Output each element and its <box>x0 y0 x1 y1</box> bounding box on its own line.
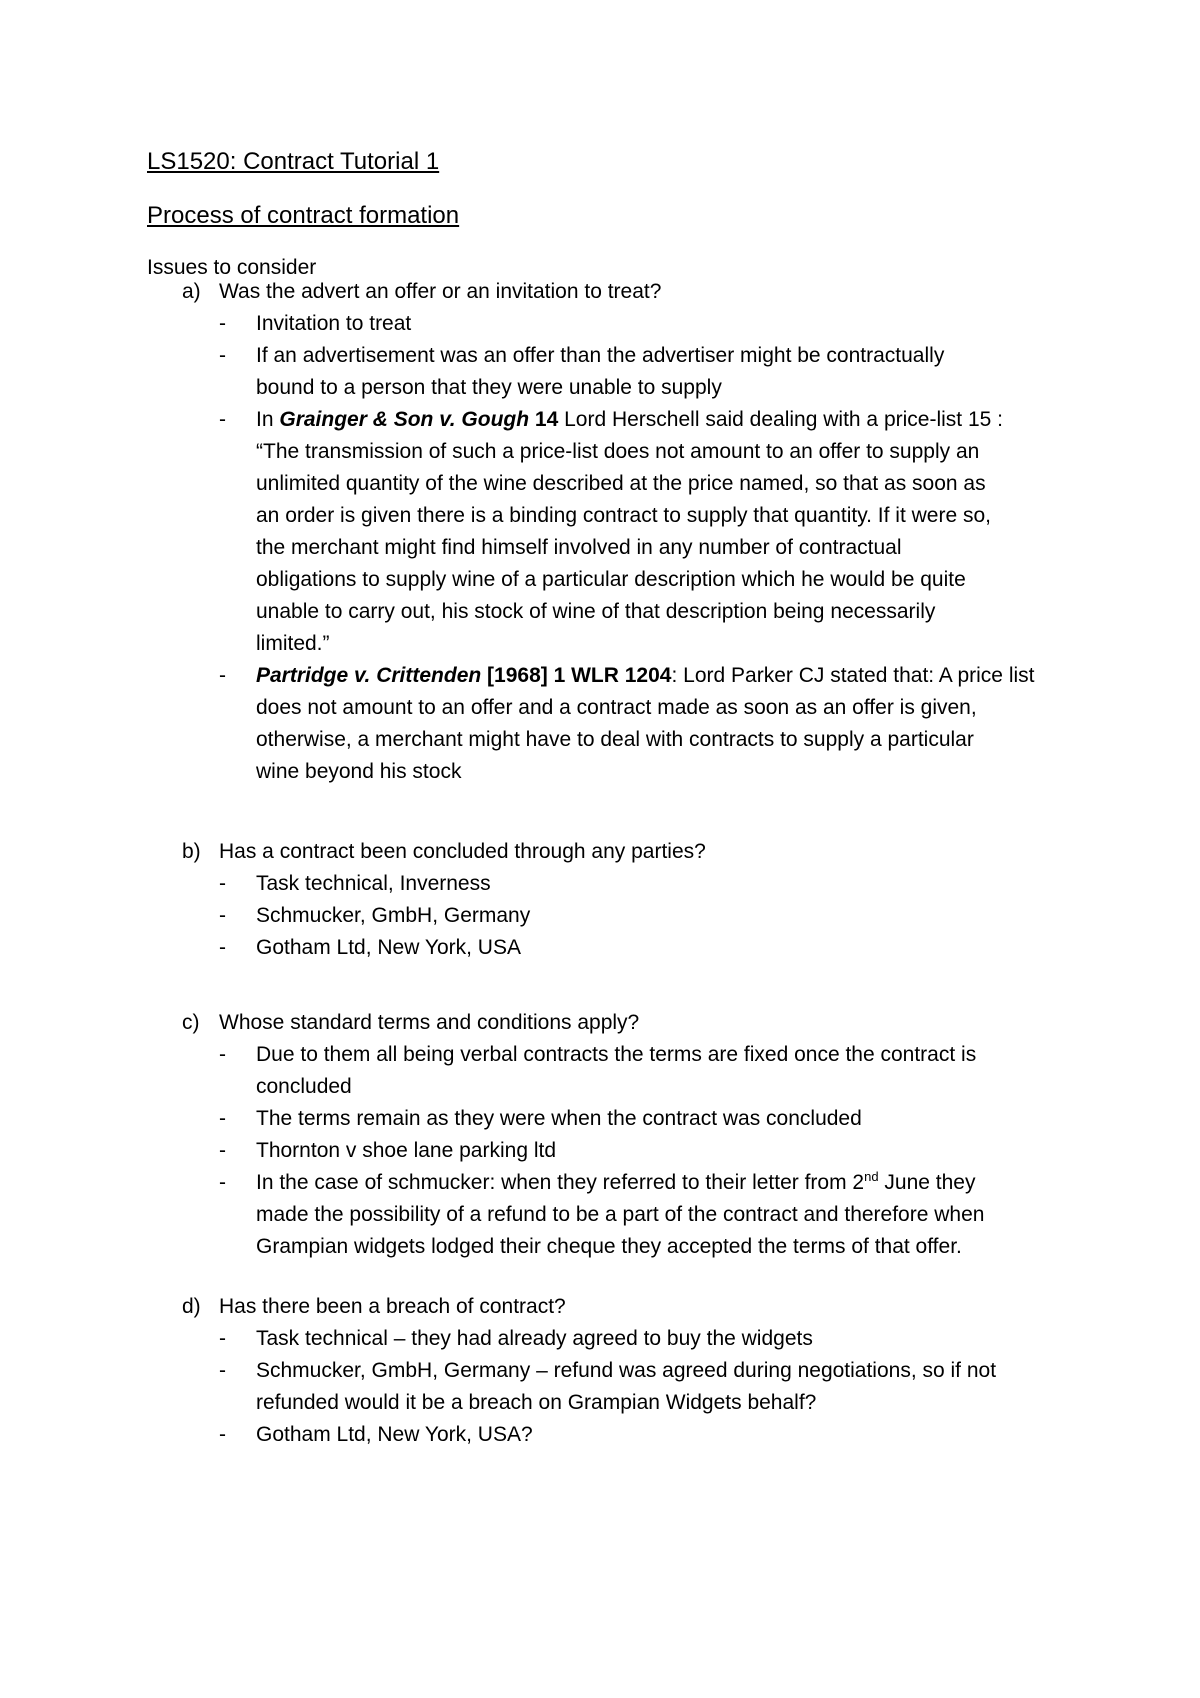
question-letter: c) <box>182 1011 200 1034</box>
bullet-dash: - <box>219 1171 226 1194</box>
bullet-dash: - <box>219 1359 226 1382</box>
list-item <box>0 932 1200 964</box>
page-title: LS1520: Contract Tutorial 1 <box>147 148 440 175</box>
case-name-partridge: Partridge v. Crittenden <box>256 664 482 687</box>
list-item <box>0 1419 1200 1451</box>
list-item <box>0 1323 1200 1355</box>
bullet-text-grainger <box>256 404 1086 660</box>
case-summary: : Lord Parker CJ stated that: A price list does not amount to an offer and a contract made as soon as an offer is given, otherwise, a merchant might have to deal with contracts to supply a particular wine beyond his stock <box>256 664 1035 783</box>
quotation-text: Lord Herschell said dealing with a price-list 15 : “The transmission of such a price-list does not amount to an offer to supply an unlimited quantity of the wine described at the price named, so that as soon as an order is given there is a binding contract to supply that quantity. If it were so, the merchant might find himself involved in any number of contractual obligations to supply wine of a particular description which he would be quite unable to carry out, his stock of wine of that description being necessarily limited.” <box>256 408 1003 655</box>
question-text: Was the advert an offer or an invitation to treat? <box>219 280 662 303</box>
bullet-dash: - <box>219 1107 226 1130</box>
bullet-dash: - <box>219 872 226 895</box>
bullet-text: Schmucker, GmbH, Germany <box>256 904 531 927</box>
bullet-dash: - <box>219 344 226 367</box>
bullet-text: The terms remain as they were when the contract was concluded <box>256 1107 862 1130</box>
bullet-list <box>0 868 1200 964</box>
list-item <box>0 660 1200 788</box>
text-before: In the case of schmucker: when they referred to their letter from 2 <box>256 1171 865 1194</box>
bullet-dash: - <box>219 664 226 687</box>
bullet-dash: - <box>219 1139 226 1162</box>
bullet-dash: - <box>219 936 226 959</box>
case-number: 14 <box>529 408 559 431</box>
bullet-list <box>0 308 1200 788</box>
page-subtitle: Process of contract formation <box>147 202 460 229</box>
bullet-dash: - <box>219 904 226 927</box>
bullet-text: If an advertisement was an offer than the advertiser might be contractually bound to a person that they were unable to supply <box>256 344 945 399</box>
bullet-dash: - <box>219 408 226 431</box>
list-item <box>0 1167 1200 1263</box>
list-item <box>0 1135 1200 1167</box>
bullet-text: Gotham Ltd, New York, USA? <box>256 1423 533 1446</box>
bullet-dash: - <box>219 1327 226 1350</box>
list-item <box>0 1039 1200 1103</box>
question-text: Has there been a breach of contract? <box>219 1295 566 1318</box>
list-item <box>0 1355 1200 1419</box>
question-text: Whose standard terms and conditions apply? <box>219 1011 640 1034</box>
bullet-text: Due to them all being verbal contracts the terms are fixed once the contract is concluded <box>256 1043 977 1098</box>
list-item <box>0 1103 1200 1135</box>
bullet-text-schmucker <box>256 1167 1086 1263</box>
question-letter: a) <box>182 280 201 303</box>
question-text: Has a contract been concluded through any parties? <box>219 840 706 863</box>
bullet-text: Task technical, Inverness <box>256 872 491 895</box>
list-item <box>0 308 1200 340</box>
bullet-list <box>0 1323 1200 1451</box>
bullet-text: Schmucker, GmbH, Germany – refund was agreed during negotiations, so if not refunded would it be a breach on Grampian Widgets behalf? <box>256 1359 997 1414</box>
text-after: June they made the possibility of a refund to be a part of the contract and therefore when Grampian widgets lodged their cheque they accepted the terms of that offer. <box>256 1171 985 1258</box>
list-item <box>0 340 1200 404</box>
text-prefix: In <box>256 408 280 431</box>
bullet-dash: - <box>219 1043 226 1066</box>
list-item <box>0 404 1200 660</box>
bullet-text-partridge <box>256 660 1086 788</box>
case-citation: [1968] 1 WLR 1204 <box>481 664 672 687</box>
question-letter: d) <box>182 1295 201 1318</box>
bullet-dash: - <box>219 1423 226 1446</box>
intro-text: Issues to consider <box>147 256 317 279</box>
ordinal-superscript: nd <box>864 1169 879 1184</box>
case-name-grainger: Grainger & Son v. Gough <box>279 408 530 431</box>
bullet-list <box>0 1039 1200 1263</box>
list-item <box>0 900 1200 932</box>
bullet-text: Gotham Ltd, New York, USA <box>256 936 521 959</box>
question-letter: b) <box>182 840 201 863</box>
list-item <box>0 868 1200 900</box>
bullet-text: Task technical – they had already agreed to buy the widgets <box>256 1327 813 1350</box>
bullet-text: Invitation to treat <box>256 312 412 335</box>
bullet-dash: - <box>219 312 226 335</box>
bullet-text: Thornton v shoe lane parking ltd <box>256 1139 557 1162</box>
